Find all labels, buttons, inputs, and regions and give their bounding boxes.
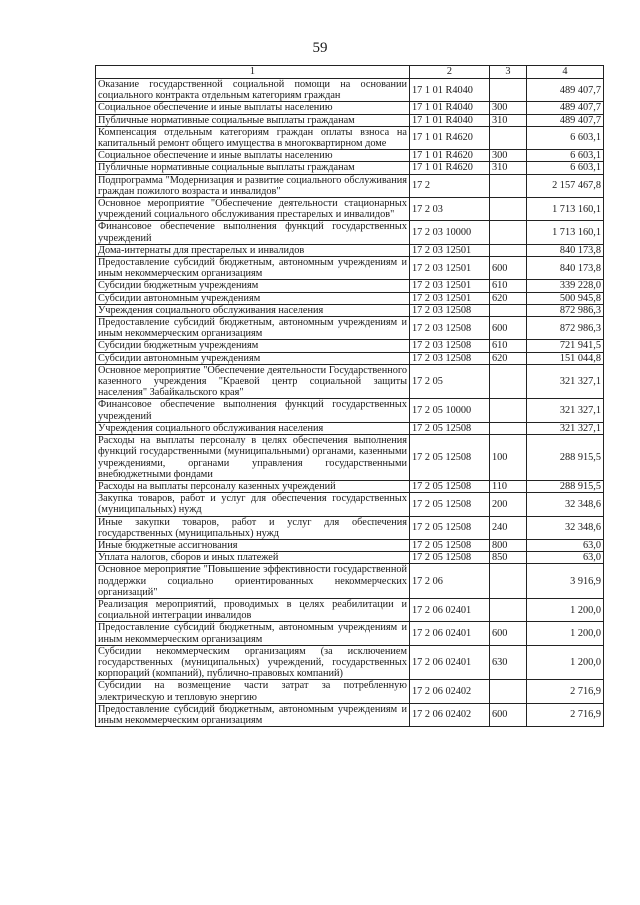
row-amount: 3 916,9 xyxy=(527,564,604,599)
table-row xyxy=(96,244,604,256)
table-row xyxy=(96,622,604,645)
row-expense-type: 620 xyxy=(490,352,527,364)
row-name: Расходы на выплаты персоналу в целях обеспечения выполнения функций государственными (муниципальными) органами, казенными учреждениями, органами управления государственными внебюджетными фондами xyxy=(96,435,410,481)
row-name: Основное мероприятие "Повышение эффективности государственной поддержки социально ориентированных некоммерческих организаций" xyxy=(96,564,410,599)
table-row xyxy=(96,292,604,304)
table-row xyxy=(96,645,604,680)
row-expense-type: 310 xyxy=(490,162,527,174)
row-code: 17 2 03 12508 xyxy=(410,317,490,340)
table-row xyxy=(96,422,604,434)
row-code: 17 1 01 R4620 xyxy=(410,126,490,149)
row-amount: 840 173,8 xyxy=(527,244,604,256)
row-code: 17 2 03 12501 xyxy=(410,244,490,256)
budget-table xyxy=(95,65,604,727)
row-amount: 321 327,1 xyxy=(527,422,604,434)
row-name: Основное мероприятие "Обеспечение деятельности Государственного казенного учреждения "Краевой центр социальной защиты населения" Забайкальского края" xyxy=(96,364,410,399)
row-expense-type: 100 xyxy=(490,435,527,481)
row-amount: 840 173,8 xyxy=(527,257,604,280)
row-amount: 151 044,8 xyxy=(527,352,604,364)
table-row xyxy=(96,221,604,244)
row-amount: 500 945,8 xyxy=(527,292,604,304)
table-row xyxy=(96,340,604,352)
row-expense-type: 240 xyxy=(490,516,527,539)
row-name: Учреждения социального обслуживания населения xyxy=(96,422,410,434)
row-code: 17 2 05 12508 xyxy=(410,552,490,564)
row-name: Публичные нормативные социальные выплаты гражданам xyxy=(96,162,410,174)
row-expense-type: 200 xyxy=(490,493,527,516)
row-amount: 321 327,1 xyxy=(527,399,604,422)
column-header-1: 1 xyxy=(96,66,410,79)
row-amount: 1 713 160,1 xyxy=(527,198,604,221)
row-expense-type: 620 xyxy=(490,292,527,304)
table-row xyxy=(96,257,604,280)
table-row xyxy=(96,539,604,551)
row-code: 17 1 01 R4620 xyxy=(410,150,490,162)
row-amount: 872 986,3 xyxy=(527,317,604,340)
row-code: 17 2 05 12508 xyxy=(410,480,490,492)
table-row xyxy=(96,703,604,726)
row-name: Предоставление субсидий бюджетным, автономным учреждениям и иным некоммерческим организациям xyxy=(96,317,410,340)
row-expense-type: 800 xyxy=(490,539,527,551)
row-name: Дома-интернаты для престарелых и инвалидов xyxy=(96,244,410,256)
row-name: Расходы на выплаты персоналу казенных учреждений xyxy=(96,480,410,492)
row-name: Оказание государственной социальной помощи на основании социального контракта отдельным категориям граждан xyxy=(96,79,410,102)
row-amount: 1 713 160,1 xyxy=(527,221,604,244)
row-amount: 288 915,5 xyxy=(527,435,604,481)
row-amount: 2 716,9 xyxy=(527,703,604,726)
row-code: 17 2 03 12501 xyxy=(410,280,490,292)
row-expense-type xyxy=(490,79,527,102)
table-row xyxy=(96,480,604,492)
row-code: 17 2 xyxy=(410,174,490,197)
row-expense-type: 630 xyxy=(490,645,527,680)
row-name: Закупка товаров, работ и услуг для обеспечения государственных (муниципальных) нужд xyxy=(96,493,410,516)
table-row xyxy=(96,150,604,162)
row-code: 17 2 03 12508 xyxy=(410,304,490,316)
row-expense-type: 600 xyxy=(490,622,527,645)
table-row xyxy=(96,304,604,316)
row-name: Учреждения социального обслуживания населения xyxy=(96,304,410,316)
row-name: Уплата налогов, сборов и иных платежей xyxy=(96,552,410,564)
table-row xyxy=(96,198,604,221)
column-header-4: 4 xyxy=(527,66,604,79)
table-row xyxy=(96,493,604,516)
table-row xyxy=(96,598,604,621)
row-name: Субсидии автономным учреждениям xyxy=(96,352,410,364)
row-amount: 1 200,0 xyxy=(527,645,604,680)
row-code: 17 2 03 12501 xyxy=(410,257,490,280)
row-name: Иные бюджетные ассигнования xyxy=(96,539,410,551)
row-code: 17 2 05 10000 xyxy=(410,399,490,422)
row-amount: 6 603,1 xyxy=(527,150,604,162)
table-row xyxy=(96,516,604,539)
table-row xyxy=(96,102,604,114)
row-expense-type: 610 xyxy=(490,340,527,352)
row-name: Субсидии бюджетным учреждениям xyxy=(96,340,410,352)
row-code: 17 2 03 xyxy=(410,198,490,221)
row-name: Реализация мероприятий, проводимых в целях реабилитации и социальной интеграции инвалидов xyxy=(96,598,410,621)
row-code: 17 2 06 02401 xyxy=(410,598,490,621)
row-code: 17 2 05 12508 xyxy=(410,493,490,516)
row-code: 17 2 05 12508 xyxy=(410,516,490,539)
row-expense-type xyxy=(490,221,527,244)
row-expense-type: 850 xyxy=(490,552,527,564)
row-code: 17 2 03 12501 xyxy=(410,292,490,304)
row-name: Субсидии автономным учреждениям xyxy=(96,292,410,304)
row-code: 17 1 01 R4040 xyxy=(410,79,490,102)
row-name: Субсидии бюджетным учреждениям xyxy=(96,280,410,292)
row-amount: 6 603,1 xyxy=(527,162,604,174)
column-header-2: 2 xyxy=(410,66,490,79)
row-code: 17 2 05 12508 xyxy=(410,422,490,434)
row-code: 17 2 06 xyxy=(410,564,490,599)
row-amount: 1 200,0 xyxy=(527,598,604,621)
row-amount: 63,0 xyxy=(527,552,604,564)
row-name: Публичные нормативные социальные выплаты гражданам xyxy=(96,114,410,126)
row-expense-type xyxy=(490,364,527,399)
row-amount: 721 941,5 xyxy=(527,340,604,352)
row-expense-type xyxy=(490,126,527,149)
table-row xyxy=(96,399,604,422)
table-row xyxy=(96,79,604,102)
row-amount: 872 986,3 xyxy=(527,304,604,316)
row-amount: 32 348,6 xyxy=(527,516,604,539)
row-code: 17 2 03 10000 xyxy=(410,221,490,244)
row-amount: 6 603,1 xyxy=(527,126,604,149)
row-name: Предоставление субсидий бюджетным, автономным учреждениям и иным некоммерческим организациям xyxy=(96,257,410,280)
row-expense-type: 310 xyxy=(490,114,527,126)
row-code: 17 2 06 02402 xyxy=(410,703,490,726)
row-code: 17 2 05 12508 xyxy=(410,435,490,481)
row-expense-type: 600 xyxy=(490,317,527,340)
row-expense-type: 300 xyxy=(490,102,527,114)
row-amount: 2 157 467,8 xyxy=(527,174,604,197)
table-row xyxy=(96,317,604,340)
column-header-3: 3 xyxy=(490,66,527,79)
row-expense-type: 600 xyxy=(490,257,527,280)
row-name: Компенсация отдельным категориям граждан оплаты взноса на капитальный ремонт общего имущества в многоквартирном доме xyxy=(96,126,410,149)
row-code: 17 1 01 R4040 xyxy=(410,102,490,114)
table-row xyxy=(96,126,604,149)
row-expense-type xyxy=(490,174,527,197)
table-row xyxy=(96,552,604,564)
row-amount: 2 716,9 xyxy=(527,680,604,703)
table-row xyxy=(96,564,604,599)
row-amount: 339 228,0 xyxy=(527,280,604,292)
table-row xyxy=(96,174,604,197)
row-code: 17 2 03 12508 xyxy=(410,340,490,352)
row-amount: 1 200,0 xyxy=(527,622,604,645)
row-code: 17 2 05 xyxy=(410,364,490,399)
row-code: 17 2 06 02402 xyxy=(410,680,490,703)
row-expense-type xyxy=(490,399,527,422)
row-name: Подпрограмма "Модернизация и развитие социального обслуживания граждан пожилого возраста и инвалидов" xyxy=(96,174,410,197)
row-expense-type xyxy=(490,198,527,221)
row-code: 17 1 01 R4040 xyxy=(410,114,490,126)
table-row xyxy=(96,435,604,481)
row-name: Финансовое обеспечение выполнения функций государственных учреждений xyxy=(96,399,410,422)
row-expense-type: 110 xyxy=(490,480,527,492)
row-code: 17 1 01 R4620 xyxy=(410,162,490,174)
table-row xyxy=(96,114,604,126)
row-expense-type: 610 xyxy=(490,280,527,292)
table-row xyxy=(96,352,604,364)
row-expense-type xyxy=(490,304,527,316)
row-expense-type: 300 xyxy=(490,150,527,162)
row-name: Иные закупки товаров, работ и услуг для обеспечения государственных (муниципальных) нужд xyxy=(96,516,410,539)
row-name: Субсидии некоммерческим организациям (за исключением государственных (муниципальных) учреждений, государственных корпораций (компаний), публично-правовых компаний) xyxy=(96,645,410,680)
row-amount: 489 407,7 xyxy=(527,79,604,102)
row-name: Основное мероприятие "Обеспечение деятельности стационарных учреждений социального обслуживания престарелых и инвалидов" xyxy=(96,198,410,221)
row-expense-type xyxy=(490,564,527,599)
row-amount: 489 407,7 xyxy=(527,114,604,126)
table-row xyxy=(96,280,604,292)
row-amount: 489 407,7 xyxy=(527,102,604,114)
table-header-row xyxy=(96,66,604,79)
row-code: 17 2 05 12508 xyxy=(410,539,490,551)
row-expense-type: 600 xyxy=(490,703,527,726)
row-amount: 32 348,6 xyxy=(527,493,604,516)
table-row xyxy=(96,680,604,703)
row-code: 17 2 03 12508 xyxy=(410,352,490,364)
row-name: Предоставление субсидий бюджетным, автономным учреждениям и иным некоммерческим организациям xyxy=(96,622,410,645)
row-code: 17 2 06 02401 xyxy=(410,622,490,645)
row-name: Субсидии на возмещение части затрат за потребленную электрическую и тепловую энергию xyxy=(96,680,410,703)
row-expense-type xyxy=(490,422,527,434)
row-amount: 288 915,5 xyxy=(527,480,604,492)
row-expense-type xyxy=(490,680,527,703)
row-code: 17 2 06 02401 xyxy=(410,645,490,680)
table-row xyxy=(96,364,604,399)
row-name: Социальное обеспечение и иные выплаты населению xyxy=(96,102,410,114)
row-name: Социальное обеспечение и иные выплаты населению xyxy=(96,150,410,162)
page-number: 59 xyxy=(312,40,328,56)
row-expense-type xyxy=(490,598,527,621)
table-row xyxy=(96,162,604,174)
row-name: Финансовое обеспечение выполнения функций государственных учреждений xyxy=(96,221,410,244)
row-expense-type xyxy=(490,244,527,256)
row-name: Предоставление субсидий бюджетным, автономным учреждениям и иным некоммерческим организациям xyxy=(96,703,410,726)
row-amount: 321 327,1 xyxy=(527,364,604,399)
row-amount: 63,0 xyxy=(527,539,604,551)
